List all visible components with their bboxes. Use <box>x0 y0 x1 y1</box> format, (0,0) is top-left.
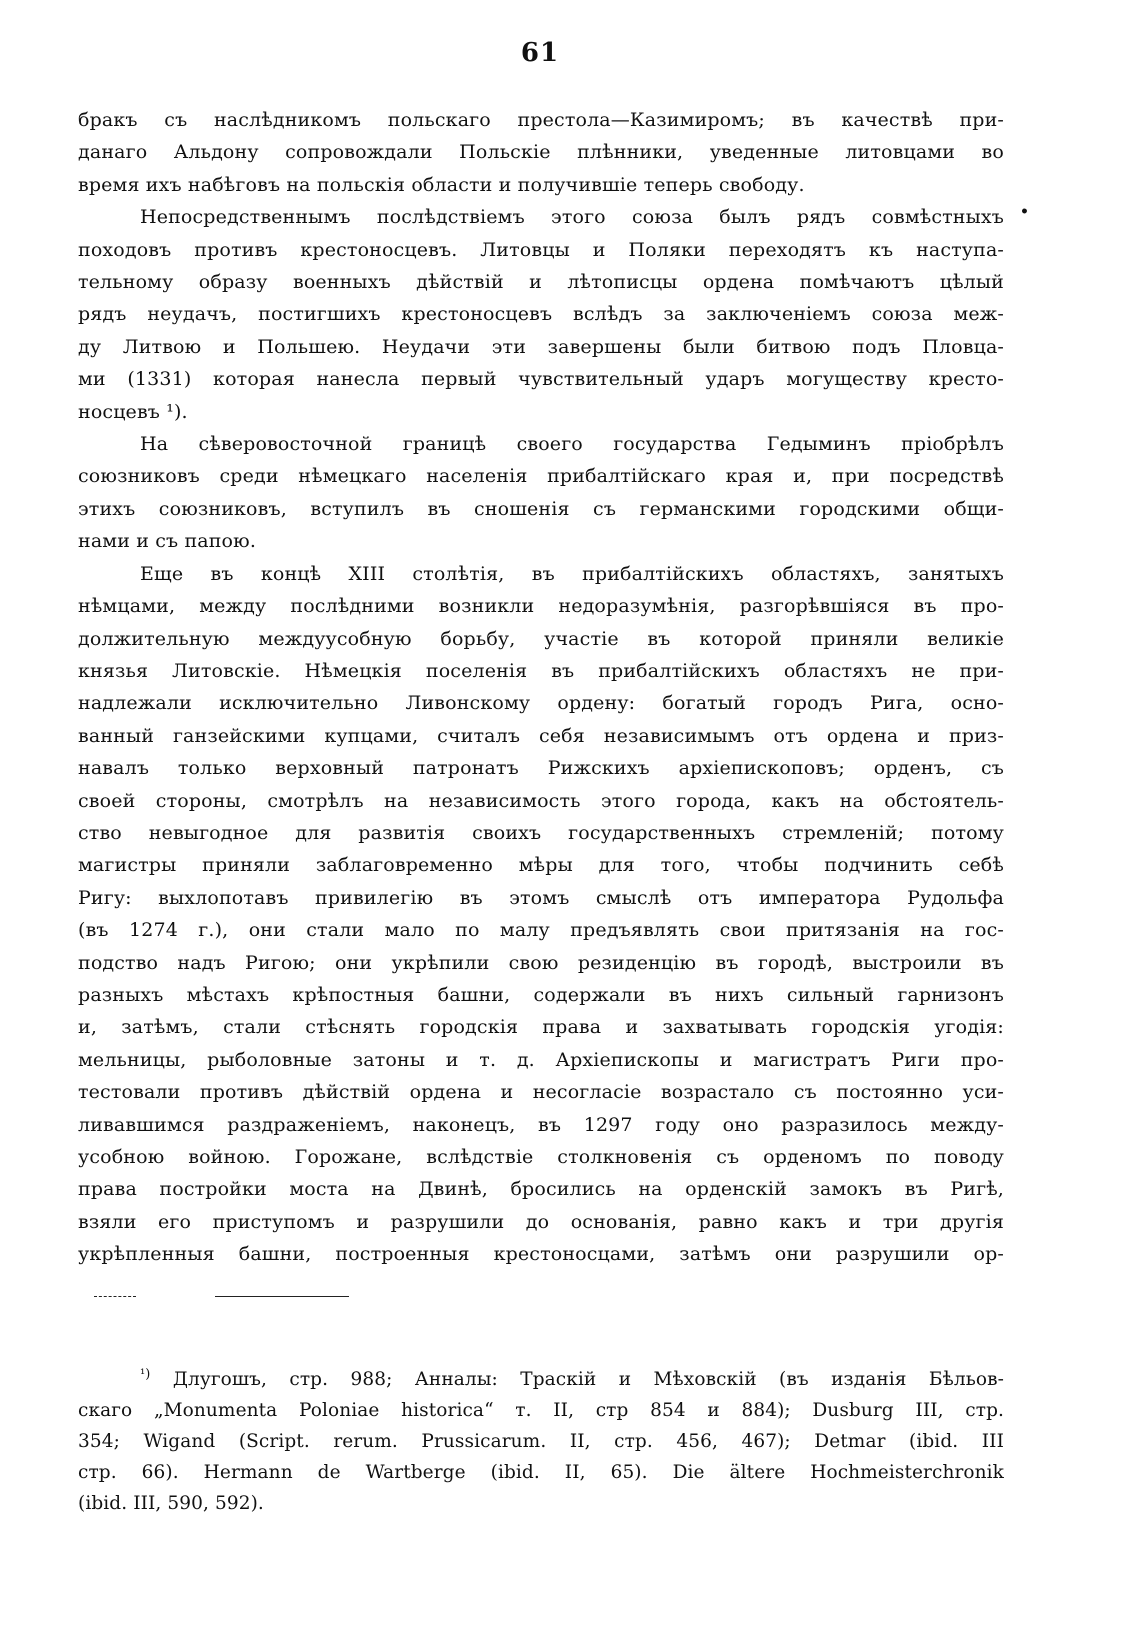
footnote-text: Длугошъ, стр. 988; Анналы: Траскій и Мѣховскій (въ изданія Бѣльов- <box>172 1369 1004 1390</box>
text-line: разныхъ мѣстахъ крѣпостныя башни, содержали въ нихъ сильный гарнизонъ <box>78 983 1004 1006</box>
paragraph-3 <box>78 428 1004 558</box>
text-line: союзниковъ среди нѣмецкаго населенія прибалтійскаго края и, при посредствѣ <box>78 465 1004 488</box>
text-line: надлежали исключительно Ливонскому ордену: богатый городъ Рига, осно- <box>78 692 1004 715</box>
footnote-line: 354; Wigand (Script. rerum. Prussicarum. II, стр. 456, 467); Detmar (ibid. III <box>78 1431 1004 1452</box>
footnote-divider <box>215 1296 349 1297</box>
text-line: ливавшимся раздраженіемъ, наконецъ, въ 1297 году оно разразилось между- <box>78 1113 1004 1136</box>
paragraph-2 <box>78 201 1004 428</box>
text-line: этихъ союзниковъ, вступилъ въ сношенія съ германскими городскими общи- <box>78 497 1004 520</box>
text-line: усобною войною. Горожане, вслѣдствіе столкновенія съ орденомъ по поводу <box>78 1146 1004 1168</box>
page-number: 61 <box>520 38 560 68</box>
text-line: Ригу: выхлопотавъ привилегію въ этомъ смыслѣ отъ императора Рудольфа <box>78 886 1004 909</box>
text-line: время ихъ набѣговъ на польскія области и получившіе теперь свободу. <box>78 173 805 196</box>
text-line: навалъ только верховный патронатъ Рижскихъ архіепископовъ; орденъ, съ <box>78 757 1004 780</box>
text-line: рядъ неудачъ, постигшихъ крестоносцевъ вслѣдъ за заключеніемъ союза меж- <box>78 303 1004 326</box>
text-line: нѣмцами, между послѣдними возникли недоразумѣнія, разгорѣвшіяся въ про- <box>78 595 1004 618</box>
footnote-line: (ibid. III, 590, 592). <box>78 1493 264 1514</box>
text-line: тестовали противъ дѣйствій ордена и несогласіе возрастало съ постоянно уси- <box>78 1081 1004 1104</box>
text-line: магистры приняли заблаговременно мѣры для того, чтобы подчинить себѣ <box>78 854 1004 877</box>
text-line: На сѣверовосточной границѣ своего государства Гедыминъ пріобрѣлъ <box>140 433 1004 456</box>
text-line: ство невыгодное для развитія своихъ государственныхъ стремленій; потому <box>78 821 1004 844</box>
text-line: права постройки моста на Двинѣ, бросились на орденскій замокъ въ Ригѣ, <box>78 1178 1004 1201</box>
text-line: Непосредственнымъ послѣдствіемъ этого союза былъ рядъ совмѣстныхъ <box>140 206 1004 229</box>
text-line: ванный ганзейскими купцами, считалъ себя независимымъ отъ ордена и приз- <box>78 724 1004 747</box>
text-line: нами и съ папою. <box>78 530 257 553</box>
text-line: Еще въ концѣ XIII столѣтія, въ прибалтійскихъ областяхъ, занятыхъ <box>140 562 1004 585</box>
text-line: носцевъ ¹). <box>78 400 188 423</box>
text-line: данаго Альдону сопровождали Польскіе плѣнники, уведенные литовцами во <box>78 141 1004 164</box>
footnote-line-1 <box>78 1364 1004 1395</box>
text-line: взяли его приступомъ и разрушили до основанія, равно какъ и три другія <box>78 1210 1004 1233</box>
paragraph-1 <box>78 104 1004 201</box>
text-line: мельницы, рыболовные затоны и т. д. Архіепископы и магистратъ Риги про- <box>78 1048 1004 1071</box>
text-line: подство надъ Ригою; они укрѣпили свою резиденцію въ городѣ, выстроили въ <box>78 951 1004 974</box>
text-line: должительную междуусобную борьбу, участіе въ которой приняли великіе <box>78 627 1004 650</box>
footnote-line: скаго „Monumenta Poloniae historica“ т. II, стр 854 и 884); Dusburg III, стр. <box>78 1400 1004 1421</box>
main-text <box>78 104 1004 1271</box>
text-line: князья Литовскіе. Нѣмецкія поселенія въ прибалтійскихъ областяхъ не при- <box>78 659 1004 682</box>
text-line: бракъ съ наслѣдникомъ польскаго престола—Казимиромъ; въ качествѣ при- <box>78 109 1004 131</box>
text-line: походовъ противъ крестоносцевъ. Литовцы и Поляки переходятъ къ наступа- <box>78 238 1004 261</box>
text-line: тельному образу военныхъ дѣйствій и лѣтописцы ордена помѣчаютъ цѣлый <box>78 271 1004 294</box>
text-line: ду Литвою и Польшею. Неудачи эти завершены были битвою подъ Пловца- <box>78 335 1004 358</box>
paragraph-4 <box>78 558 1004 1271</box>
footnote <box>78 1364 1004 1519</box>
footnote-marker: ¹) <box>140 1367 151 1382</box>
text-line: своей стороны, смотрѣлъ на независимость этого города, какъ на обстоятель- <box>78 789 1004 812</box>
footnote-divider-dashed <box>94 1296 136 1297</box>
text-line: укрѣпленныя башни, построенныя крестоносцами, затѣмъ они разрушили ор- <box>78 1243 1004 1266</box>
stray-ink-mark: • <box>1020 204 1029 220</box>
footnote-line: стр. 66). Hermann de Wartberge (ibid. II, 65). Die ältere Hochmeisterchronik <box>78 1462 1004 1483</box>
text-line: ми (1331) которая нанесла первый чувствительный ударъ могуществу кресто- <box>78 368 1004 391</box>
text-line: (въ 1274 г.), они стали мало по малу предъявлять свои притязанія на гос- <box>78 919 1004 942</box>
text-line: и, затѣмъ, стали стѣснять городскія права и захватывать городскія угодія: <box>78 1016 1004 1039</box>
